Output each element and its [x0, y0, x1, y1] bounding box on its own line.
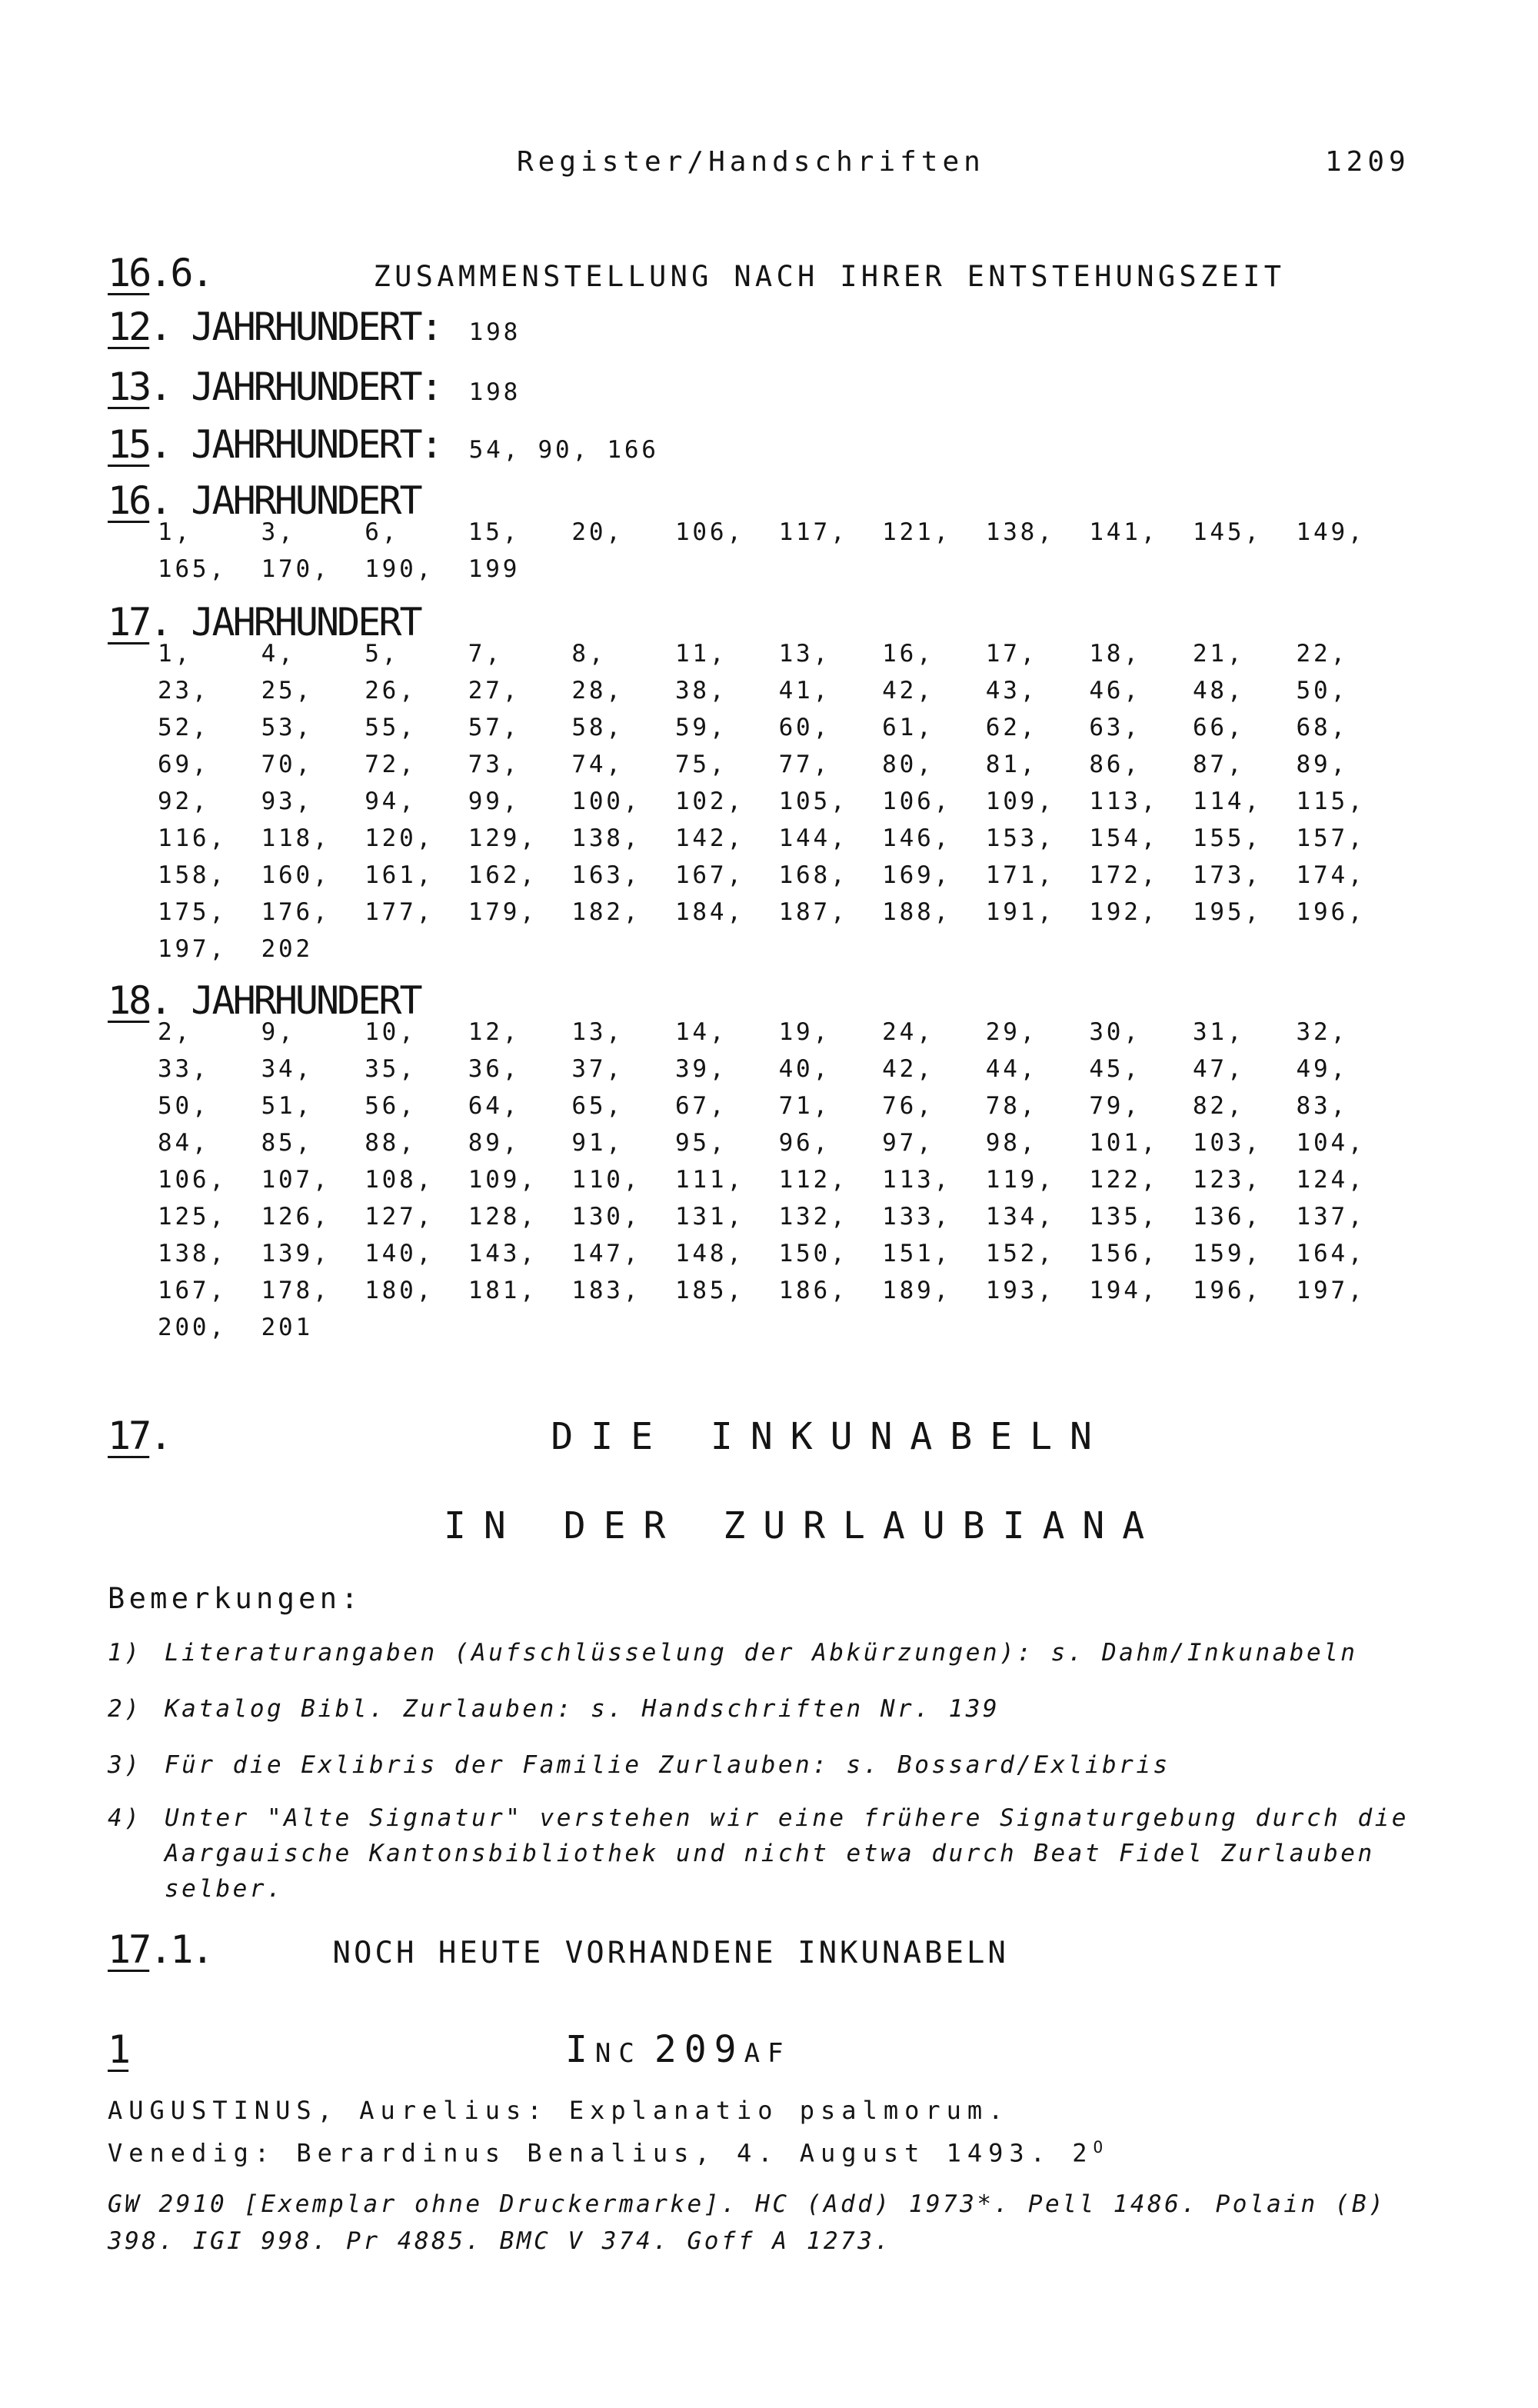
index-number: 155, [1192, 824, 1262, 852]
index-number: 81, [985, 751, 1038, 778]
century-heading [108, 305, 521, 349]
index-number: 179, [468, 898, 538, 926]
index-number: 72, [365, 751, 417, 778]
number-row [158, 1124, 1400, 1161]
index-number: 145, [1192, 518, 1262, 546]
index-number: 194, [1089, 1277, 1159, 1304]
index-number: 114, [1192, 788, 1262, 815]
index-number: 120, [365, 824, 434, 852]
index-number: 11, [674, 640, 727, 668]
remark-marker: 2) [108, 1695, 142, 1723]
index-number: 58, [571, 714, 624, 741]
index-number: 138, [985, 518, 1055, 546]
index-number: 192, [1089, 898, 1159, 926]
index-number: 163, [571, 861, 641, 889]
number-row [158, 1309, 1400, 1346]
index-number: 20, [571, 518, 624, 546]
shelfmark-big: I [565, 2028, 595, 2071]
remark-line: 2) Katalog Bibl. Zurlauben: s. Handschriften Nr. 139 [108, 1691, 1000, 1727]
remark-line: 4) Unter "Alte Signatur" verstehen wir eine frühere Signaturgebung durch die [108, 1800, 1409, 1836]
number-row [158, 1272, 1400, 1309]
index-number: 147, [571, 1240, 641, 1267]
number-row [158, 1051, 1400, 1087]
century-inline-values: 198 [468, 378, 521, 406]
index-number: 131, [674, 1203, 744, 1231]
century-block-12-jahrhundert [108, 305, 521, 349]
index-number: 49, [1296, 1055, 1348, 1083]
index-number: 176, [261, 898, 331, 926]
index-number: 197, [1296, 1277, 1366, 1304]
index-number: 162, [468, 861, 538, 889]
index-number: 183, [571, 1277, 641, 1304]
index-number: 85, [261, 1129, 313, 1157]
index-number: 75, [674, 751, 727, 778]
index-number: 12, [468, 1018, 521, 1046]
index-number: 83, [1296, 1092, 1348, 1120]
remark-marker: 4) [108, 1804, 142, 1832]
index-number: 45, [1089, 1055, 1141, 1083]
number-row [158, 1087, 1400, 1124]
remark-line: selber. [165, 1875, 285, 1903]
index-number: 39, [674, 1055, 727, 1083]
index-number: 123, [1192, 1166, 1262, 1194]
century-heading [108, 422, 659, 467]
index-number: 106, [882, 788, 952, 815]
index-number: 139, [261, 1240, 331, 1267]
index-number: 82, [1192, 1092, 1245, 1120]
index-number: 48, [1192, 677, 1245, 704]
index-number: 106, [674, 518, 744, 546]
section-17-heading [108, 1415, 1110, 1458]
index-number: 79, [1089, 1092, 1141, 1120]
remark-item [108, 1635, 1357, 1670]
index-number: 187, [778, 898, 848, 926]
index-number: 125, [158, 1203, 227, 1231]
index-number: 51, [261, 1092, 313, 1120]
index-number: 158, [158, 861, 227, 889]
index-number: 42, [882, 677, 934, 704]
entry-shelfmark [565, 2028, 791, 2076]
entry-title-line: AUGUSTINUS, Aurelius: Explanatio psalmorum. [108, 2096, 1010, 2125]
century-label: 16. JAHRHUNDERT [108, 478, 421, 523]
running-header-title: Register/Handschriften [517, 146, 985, 178]
index-number: 42, [882, 1055, 934, 1083]
remarks-heading: Bemerkungen: [108, 1582, 362, 1615]
page-number: 1209 [1325, 146, 1410, 178]
index-number: 144, [778, 824, 848, 852]
remark-line: Aargauische Kantonsbibliothek und nicht etwa durch Beat Fidel Zurlauben [165, 1840, 1375, 1867]
index-number: 16, [882, 640, 934, 668]
index-number: 167, [158, 1277, 227, 1304]
index-number: 116, [158, 824, 227, 852]
section-17-1-title: NOCH HEUTE VORHANDENE INKUNABELN [332, 1936, 1009, 1970]
index-number: 140, [365, 1240, 434, 1267]
remark-line: 1) Literaturangaben (Aufschlüsselung der Abkürzungen): s. Dahm/Inkunabeln [108, 1635, 1357, 1670]
index-number: 127, [365, 1203, 434, 1231]
remark-item [108, 1691, 1000, 1727]
index-number: 37, [571, 1055, 624, 1083]
index-number: 137, [1296, 1203, 1366, 1231]
index-number: 10, [365, 1018, 417, 1046]
remark-marker: 3) [108, 1751, 142, 1779]
index-number: 88, [365, 1129, 417, 1157]
century-block-17-jahrhundert [108, 600, 1400, 968]
index-number: 67, [674, 1092, 727, 1120]
index-number: 113, [1089, 788, 1159, 815]
index-number: 152, [985, 1240, 1055, 1267]
index-number: 52, [158, 714, 210, 741]
index-number: 135, [1089, 1203, 1159, 1231]
index-number: 66, [1192, 714, 1245, 741]
remark-line: 3) Für die Exlibris der Familie Zurlauben: s. Bossard/Exlibris [108, 1747, 1170, 1783]
entry-description [108, 2092, 1103, 2172]
index-number: 119, [985, 1166, 1055, 1194]
index-number: 107, [261, 1166, 331, 1194]
index-number: 91, [571, 1129, 624, 1157]
index-number: 71, [778, 1092, 831, 1120]
index-number: 149, [1296, 518, 1366, 546]
index-number: 7, [468, 640, 503, 668]
index-number: 78, [985, 1092, 1038, 1120]
index-number: 124, [1296, 1166, 1366, 1194]
index-number: 104, [1296, 1129, 1366, 1157]
index-number: 96, [778, 1129, 831, 1157]
index-number: 87, [1192, 751, 1245, 778]
century-block-15-jahrhundert [108, 422, 659, 467]
index-number: 143, [468, 1240, 538, 1267]
index-number: 101, [1089, 1129, 1159, 1157]
century-number-rows [158, 1014, 1400, 1346]
index-number: 100, [571, 788, 641, 815]
index-number: 33, [158, 1055, 210, 1083]
index-number: 99, [468, 788, 521, 815]
index-number: 69, [158, 751, 210, 778]
remark-item [108, 1747, 1170, 1783]
index-number: 89, [1296, 751, 1348, 778]
index-number: 98, [985, 1129, 1038, 1157]
century-label: 18. JAHRHUNDERT [108, 978, 421, 1023]
number-row [158, 514, 1400, 551]
century-label: 15. JAHRHUNDERT: [108, 422, 441, 467]
index-number: 115, [1296, 788, 1366, 815]
index-number: 132, [778, 1203, 848, 1231]
index-number: 84, [158, 1129, 210, 1157]
index-number: 97, [882, 1129, 934, 1157]
index-number: 6, [365, 518, 400, 546]
index-number: 141, [1089, 518, 1159, 546]
number-row [158, 551, 1400, 588]
index-number: 46, [1089, 677, 1141, 704]
number-row [158, 709, 1400, 746]
number-row [158, 1014, 1400, 1051]
section-16-6-heading [108, 251, 1286, 295]
index-number: 50, [1296, 677, 1348, 704]
number-row [158, 894, 1400, 931]
index-number: 8, [571, 640, 607, 668]
index-number: 157, [1296, 824, 1366, 852]
number-row [158, 1235, 1400, 1272]
index-number: 86, [1089, 751, 1141, 778]
index-number: 103, [1192, 1129, 1262, 1157]
index-number: 26, [365, 677, 417, 704]
section-17-number: 17. [108, 1414, 171, 1458]
section-16-6-number: 16.6. [108, 251, 212, 295]
index-number: 112, [778, 1166, 848, 1194]
remark-marker: 1) [108, 1639, 142, 1667]
index-number: 32, [1296, 1018, 1348, 1046]
index-number: 181, [468, 1277, 538, 1304]
index-number: 196, [1296, 898, 1366, 926]
century-block-16-jahrhundert [108, 478, 1400, 588]
index-number: 60, [778, 714, 831, 741]
index-number: 109, [985, 788, 1055, 815]
century-heading [108, 365, 521, 409]
index-number: 136, [1192, 1203, 1262, 1231]
index-number: 30, [1089, 1018, 1141, 1046]
index-number: 92, [158, 788, 210, 815]
shelfmark-small: NC [594, 2038, 642, 2069]
index-number: 47, [1192, 1055, 1245, 1083]
index-number: 167, [674, 861, 744, 889]
index-number: 138, [158, 1240, 227, 1267]
citation-line: GW 2910 [Exemplar ohne Druckermarke]. HC (Add) 1973*. Pell 1486. Polain (B) [108, 2190, 1387, 2218]
index-number: 151, [882, 1240, 952, 1267]
index-number: 59, [674, 714, 727, 741]
index-number: 55, [365, 714, 417, 741]
index-number: 164, [1296, 1240, 1366, 1267]
index-number: 118, [261, 824, 331, 852]
index-number: 80, [882, 751, 934, 778]
index-number: 29, [985, 1018, 1038, 1046]
index-number: 62, [985, 714, 1038, 741]
index-number: 9, [261, 1018, 296, 1046]
century-block-18-jahrhundert [108, 978, 1400, 1346]
index-number: 191, [985, 898, 1055, 926]
index-number: 165, [158, 555, 227, 583]
shelfmark-big: 209 [654, 2028, 744, 2071]
index-number: 106, [158, 1166, 227, 1194]
index-number: 40, [778, 1055, 831, 1083]
index-number: 197, [158, 935, 227, 963]
section-17-1-number: 17.1. [108, 1927, 212, 1972]
index-number: 122, [1089, 1166, 1159, 1194]
index-number: 23, [158, 677, 210, 704]
index-number: 161, [365, 861, 434, 889]
index-number: 153, [985, 824, 1055, 852]
index-number: 18, [1089, 640, 1141, 668]
index-number: 2, [158, 1018, 192, 1046]
index-number: 201 [261, 1314, 313, 1341]
index-number: 195, [1192, 898, 1262, 926]
century-number-rows [158, 635, 1400, 968]
index-number: 108, [365, 1166, 434, 1194]
index-number: 182, [571, 898, 641, 926]
index-number: 21, [1192, 640, 1245, 668]
number-row [158, 635, 1400, 672]
index-number: 196, [1192, 1277, 1262, 1304]
index-number: 70, [261, 751, 313, 778]
index-number: 105, [778, 788, 848, 815]
index-number: 13, [778, 640, 831, 668]
index-number: 185, [674, 1277, 744, 1304]
index-number: 160, [261, 861, 331, 889]
index-number: 146, [882, 824, 952, 852]
century-number-rows [158, 514, 1400, 588]
index-number: 202 [261, 935, 313, 963]
century-inline-values: 198 [468, 318, 521, 346]
index-number: 44, [985, 1055, 1038, 1083]
index-number: 50, [158, 1092, 210, 1120]
index-number: 38, [674, 677, 727, 704]
index-number: 113, [882, 1166, 952, 1194]
century-block-13-jahrhundert [108, 365, 521, 409]
index-number: 180, [365, 1277, 434, 1304]
index-number: 13, [571, 1018, 624, 1046]
index-number: 24, [882, 1018, 934, 1046]
index-number: 150, [778, 1240, 848, 1267]
index-number: 128, [468, 1203, 538, 1231]
index-number: 156, [1089, 1240, 1159, 1267]
century-label: 17. JAHRHUNDERT [108, 600, 421, 644]
entry-number: 1 [108, 2027, 129, 2072]
index-number: 94, [365, 788, 417, 815]
index-number: 35, [365, 1055, 417, 1083]
index-number: 200, [158, 1314, 227, 1341]
index-number: 189, [882, 1277, 952, 1304]
section-17-title-line1: DIE INKUNABELN [551, 1415, 1110, 1458]
section-17-1-heading [108, 1927, 1009, 1972]
index-number: 63, [1089, 714, 1141, 741]
index-number: 4, [261, 640, 296, 668]
index-number: 117, [778, 518, 848, 546]
index-number: 41, [778, 677, 831, 704]
index-number: 174, [1296, 861, 1366, 889]
index-number: 121, [882, 518, 952, 546]
index-number: 188, [882, 898, 952, 926]
index-number: 138, [571, 824, 641, 852]
index-number: 5, [365, 640, 400, 668]
index-number: 130, [571, 1203, 641, 1231]
number-row [158, 783, 1400, 820]
remark-item [108, 1800, 1409, 1907]
index-number: 110, [571, 1166, 641, 1194]
index-number: 43, [985, 677, 1038, 704]
citation-line: 398. IGI 998. Pr 4885. BMC V 374. Goff A 1273. [108, 2227, 892, 2255]
index-number: 173, [1192, 861, 1262, 889]
index-number: 65, [571, 1092, 624, 1120]
index-number: 73, [468, 751, 521, 778]
index-number: 171, [985, 861, 1055, 889]
number-row [158, 746, 1400, 783]
index-number: 154, [1089, 824, 1159, 852]
index-number: 193, [985, 1277, 1055, 1304]
number-row [158, 931, 1400, 968]
index-number: 89, [468, 1129, 521, 1157]
index-number: 22, [1296, 640, 1348, 668]
index-number: 14, [674, 1018, 727, 1046]
index-number: 53, [261, 714, 313, 741]
index-number: 184, [674, 898, 744, 926]
index-number: 76, [882, 1092, 934, 1120]
shelfmark-small: AF [744, 2038, 791, 2069]
index-number: 190, [365, 555, 434, 583]
index-number: 31, [1192, 1018, 1245, 1046]
index-number: 142, [674, 824, 744, 852]
index-number: 68, [1296, 714, 1348, 741]
index-number: 36, [468, 1055, 521, 1083]
index-number: 111, [674, 1166, 744, 1194]
century-label: 12. JAHRHUNDERT: [108, 305, 441, 349]
number-row [158, 1161, 1400, 1198]
format-superscript: O [1093, 2138, 1104, 2157]
index-number: 34, [261, 1055, 313, 1083]
index-number: 172, [1089, 861, 1159, 889]
index-number: 159, [1192, 1240, 1262, 1267]
index-number: 17, [985, 640, 1038, 668]
index-number: 1, [158, 640, 192, 668]
index-number: 134, [985, 1203, 1055, 1231]
entry-imprint-line: Venedig: Berardinus Benalius, 4. August 1493. $2^O$ [108, 2138, 1104, 2168]
index-number: 126, [261, 1203, 331, 1231]
index-number: 25, [261, 677, 313, 704]
number-row [158, 1198, 1400, 1235]
index-number: 1, [158, 518, 192, 546]
index-number: 3, [261, 518, 296, 546]
section-17-title-line2: IN DER ZURLAUBIANA [444, 1504, 1163, 1547]
index-number: 199 [468, 555, 521, 583]
index-number: 93, [261, 788, 313, 815]
number-row [158, 820, 1400, 857]
index-number: 186, [778, 1277, 848, 1304]
number-row [158, 857, 1400, 894]
index-number: 28, [571, 677, 624, 704]
index-number: 57, [468, 714, 521, 741]
index-number: 27, [468, 677, 521, 704]
index-number: 178, [261, 1277, 331, 1304]
index-number: 56, [365, 1092, 417, 1120]
number-row [158, 672, 1400, 709]
index-number: 109, [468, 1166, 538, 1194]
century-label: 13. JAHRHUNDERT: [108, 365, 441, 409]
index-number: 133, [882, 1203, 952, 1231]
index-number: 74, [571, 751, 624, 778]
century-inline-values: 54, 90, 166 [468, 436, 659, 464]
index-number: 102, [674, 788, 744, 815]
section-16-6-title: ZUSAMMENSTELLUNG NACH IHRER ENTSTEHUNGSZEIT [373, 260, 1286, 293]
index-number: 95, [674, 1129, 727, 1157]
index-number: 64, [468, 1092, 521, 1120]
index-number: 129, [468, 824, 538, 852]
index-number: 148, [674, 1240, 744, 1267]
index-number: 170, [261, 555, 331, 583]
index-number: 61, [882, 714, 934, 741]
index-number: 77, [778, 751, 831, 778]
entry-citations [108, 2186, 1386, 2260]
index-number: 169, [882, 861, 952, 889]
index-number: 19, [778, 1018, 831, 1046]
index-number: 175, [158, 898, 227, 926]
index-number: 177, [365, 898, 434, 926]
index-number: 168, [778, 861, 848, 889]
index-number: 15, [468, 518, 521, 546]
